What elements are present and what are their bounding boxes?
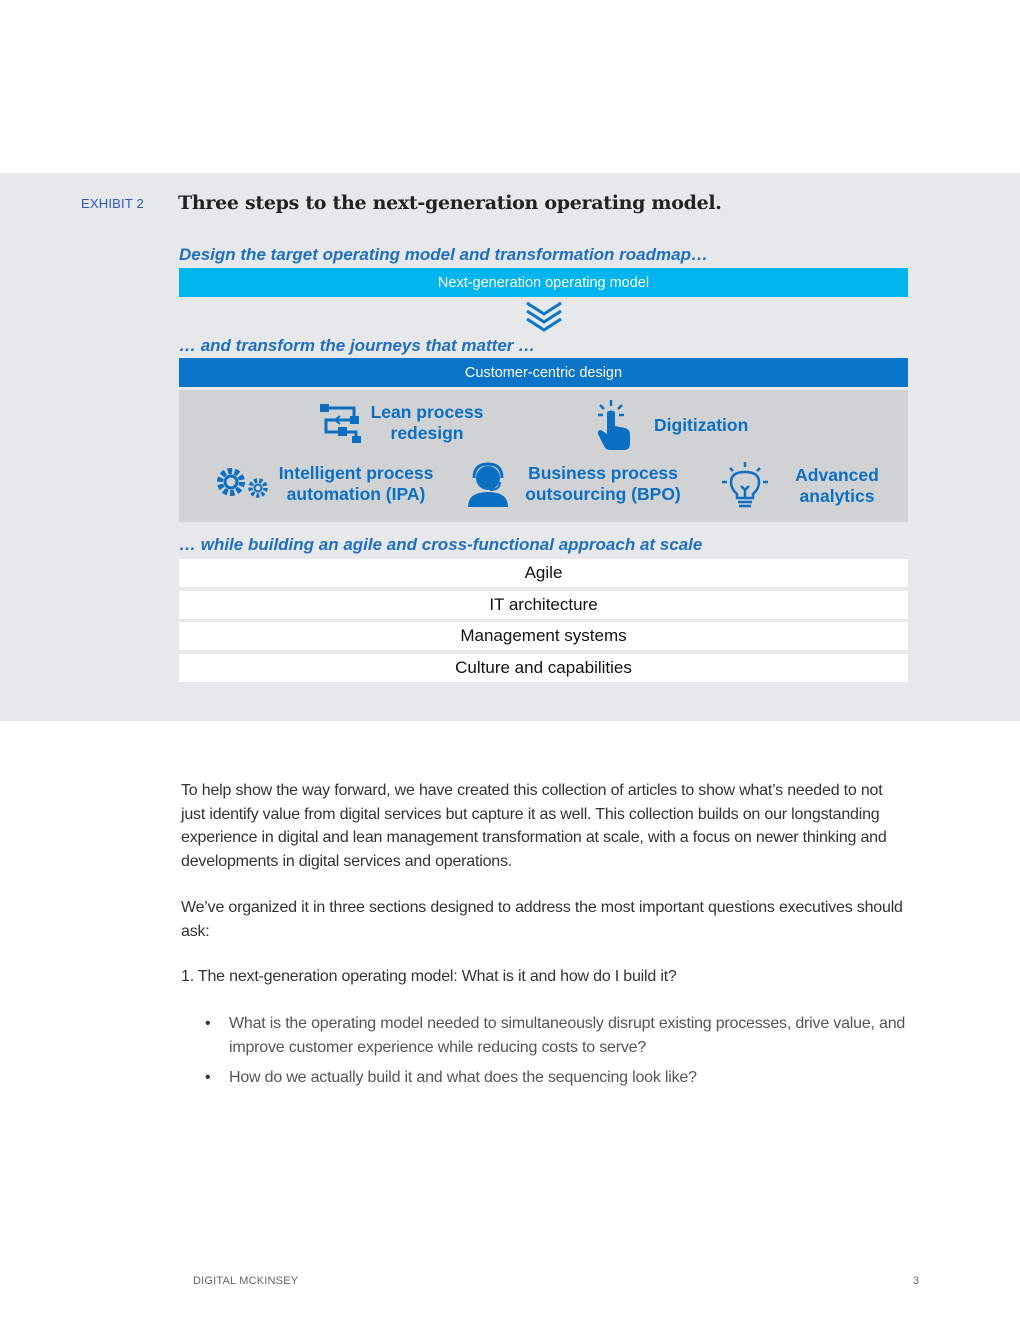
- lever-label-line1: Advanced: [795, 465, 879, 485]
- lever-label-line2: outsourcing (BPO): [525, 484, 681, 504]
- step1-heading: Design the target operating model and transformation roadmap…: [179, 245, 708, 264]
- enabler-row-it-architecture: IT architecture: [179, 591, 908, 619]
- lever-bpo: [466, 460, 688, 508]
- lever-lean-process: [318, 402, 486, 444]
- footer-page-number: 3: [913, 1275, 920, 1287]
- body-paragraph-1: To help show the way forward, we have created this collection of articles to show what’s needed to not just identify value from digital services but capture it as well. This collection builds on our longstanding experience in digital and lean management transformation at scale, with a focus on newer thinking and developments in digital services and operations.: [181, 782, 887, 870]
- bullet-dot: •: [205, 1015, 211, 1032]
- exhibit-title: Three steps to the next-generation operating model.: [178, 192, 722, 214]
- list-item: [205, 1012, 935, 1060]
- touch-hand-icon: [594, 398, 634, 452]
- customer-centric-bar: Customer-centric design: [179, 358, 908, 387]
- footer-publication: DIGITAL MCKINSEY: [193, 1275, 299, 1287]
- lightbulb-icon: [718, 460, 772, 512]
- section-heading-1: 1. The next-generation operating model: What is it and how do I build it?: [181, 968, 677, 985]
- lever-label-line1: Business process: [528, 463, 678, 483]
- list-item-text: How do we actually build it and what does the sequencing look like?: [229, 1069, 697, 1086]
- chevron-down-icon: [523, 297, 565, 333]
- lever-digitization: [594, 398, 748, 452]
- step3-heading: … while building an agile and cross-functional approach at scale: [179, 535, 703, 554]
- step2-heading: … and transform the journeys that matter …: [179, 336, 536, 355]
- exhibit-label: EXHIBIT 2: [81, 196, 144, 211]
- lever-analytics: [718, 460, 892, 512]
- lever-label-line1: Intelligent process: [278, 463, 434, 483]
- body-paragraph-2: We’ve organized it in three sections designed to address the most important questions executives should ask:: [181, 899, 903, 940]
- bullet-dot: •: [205, 1069, 211, 1086]
- lever-ipa: [214, 462, 438, 506]
- enabler-row-agile: Agile: [179, 559, 908, 587]
- lever-label-line1: Lean process: [370, 402, 484, 422]
- lever-label-line2: redesign: [390, 423, 464, 443]
- list-item: [205, 1066, 935, 1090]
- lever-label-line2: automation (IPA): [286, 484, 426, 504]
- enabler-row-management-systems: Management systems: [179, 622, 908, 650]
- lever-label-line1: Digitization: [654, 414, 749, 435]
- gears-icon: [214, 462, 270, 506]
- enabler-row-culture: Culture and capabilities: [179, 654, 908, 682]
- headset-person-icon: [466, 460, 512, 508]
- list-item-text: What is the operating model needed to simultaneously disrupt existing processes, drive value, and improve customer experience while reducing costs to serve?: [229, 1015, 906, 1056]
- process-flow-icon: [318, 402, 364, 444]
- lever-label-line2: analytics: [799, 486, 875, 506]
- operating-model-bar: Next-generation operating model: [179, 268, 908, 297]
- bullet-list: [205, 1012, 935, 1096]
